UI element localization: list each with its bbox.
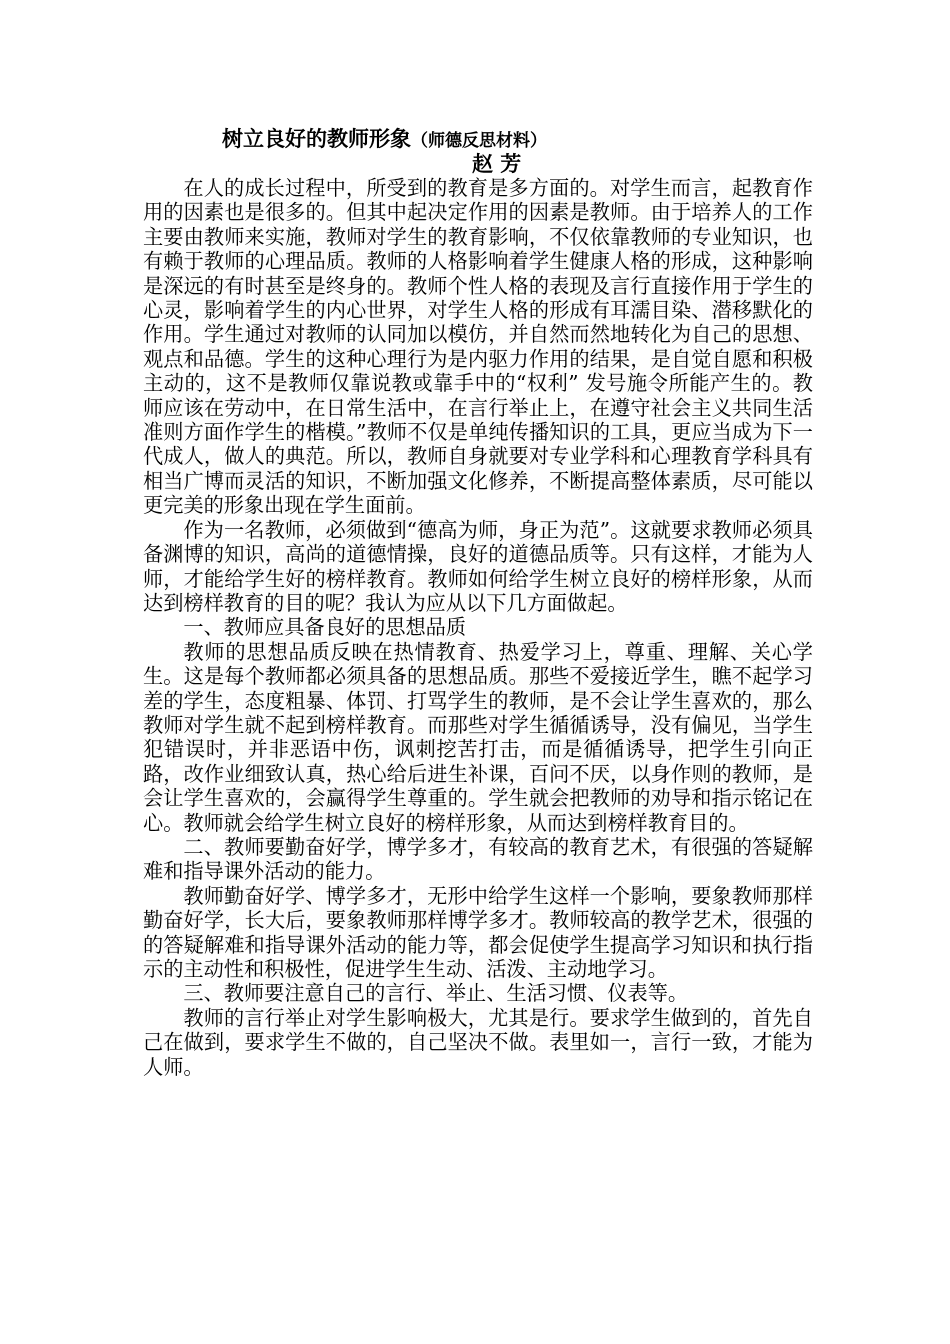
- author-name: 赵 芳: [472, 152, 522, 176]
- paragraph-section-1: 教师的思想品质反映在热情教育、热爱学习上，尊重、理解、关心学生。这是每个教师都必须具备的思想品质。那些不爱接近学生，瞧不起学习差的学生，态度粗暴、体罚、打骂学生的教师，是不会让学生喜欢的，那么教师对学生就不起到榜样教育。而那些对学生循循诱导，没有偏见，当学生犯错误时，并非恶语中伤，讽刺挖苦打击，而是循循诱导，把学生引向正路，改作业细致认真，热心给后进生补课，百问不厌，以身作则的教师，是会让学生喜欢的，会赢得学生尊重的。学生就会把教师的劝导和指示铭记在心。教师就会给学生树立良好的榜样形象，从而达到榜样教育目的。: [143, 639, 813, 835]
- paragraph-intro: 在人的成长过程中，所受到的教育是多方面的。对学生而言，起教育作用的因素也是很多的。但其中起决定作用的因素是教师。由于培养人的工作主要由教师来实施，教师对学生的教育影响，不仅依靠教师的专业知识，也有赖于教师的心理品质。教师的人格影响着学生健康人格的形成，这种影响是深远的有时甚至是终身的。教师个性人格的表现及言行直接作用于学生的心灵，影响着学生的内心世界，对学生人格的形成有耳濡目染、潜移默化的作用。学生通过对教师的认同加以模仿，并自然而然地转化为自己的思想、观点和品德。学生的这种心理行为是内驱力作用的结果，是自觉自愿和积极主动的，这不是教师仅靠说教或靠手中的“权利” 发号施令所能产生的。教师应该在劳动中，在日常生活中，在言行举止上，在遵守社会主义共同生活准则方面作学生的楷模。”教师不仅是单纯传播知识的工具，更应当成为下一代成人，做人的典范。所以，教师自身就要对专业学科和心理教育学科具有相当广博而灵活的知识，不断加强文化修养，不断提高整体素质，尽可能以更完美的形象出现在学生面前。: [143, 176, 813, 518]
- paragraph-section-3: 教师的言行举止对学生影响极大，尤其是行。要求学生做到的，首先自己在做到，要求学生不做的，自己坚决不做。表里如一，言行一致，才能为人师。: [143, 1005, 813, 1079]
- section-heading-2: 二、教师要勤奋好学，博学多才，有较高的教育艺术，有很强的答疑解难和指导课外活动的能力。: [143, 834, 813, 884]
- paragraph-teacher-role: 作为一名教师，必须做到“德高为师，身正为范”。这就要求教师必须具备渊博的知识，高尚的道德情操，良好的道德品质等。只有这样，才能为人师，才能给学生好的榜样教育。教师如何给学生树立良好的榜样形象，从而达到榜样教育的目的呢？我认为应从以下几方面做起。: [143, 517, 813, 615]
- section-heading-1: 一、教师应具备良好的思想品质: [183, 615, 467, 640]
- title-subtitle: （师德反思材料）: [411, 131, 547, 151]
- document-body: [143, 176, 813, 1079]
- paragraph-section-2: 教师勤奋好学、博学多才，无形中给学生这样一个影响，要象教师那样勤奋好学，长大后，要象教师那样博学多才。教师较高的教学艺术，很强的的答疑解难和指导课外活动的能力等，都会促使学生提高学习知识和执行指示的主动性和积极性，促进学生生动、活泼、主动地学习。: [143, 883, 813, 981]
- title-main: 树立良好的教师形象: [222, 127, 411, 151]
- section-heading-3: 三、教师要注意自己的言行、举止、生活习惯、仪表等。: [183, 981, 689, 1006]
